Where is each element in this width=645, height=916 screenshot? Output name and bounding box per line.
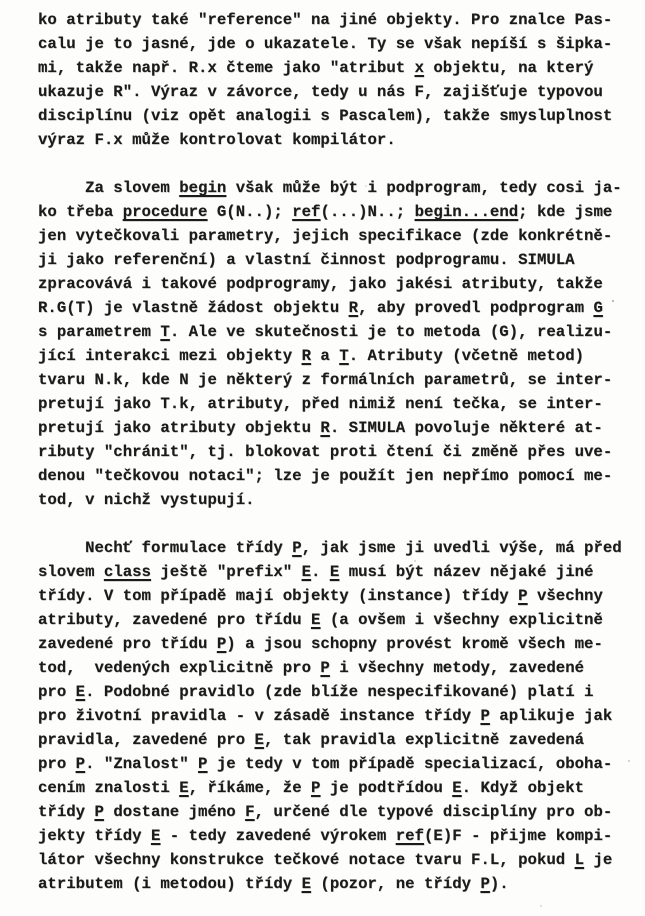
text-line bbox=[38, 56, 628, 80]
text-line bbox=[38, 392, 628, 416]
underlined-term: G bbox=[593, 299, 603, 317]
text-segment: třídy. V tom případě mají objekty (instance) třídy bbox=[38, 587, 519, 605]
underlined-term: E bbox=[329, 563, 340, 581]
underlined-term: E bbox=[150, 827, 161, 845]
underlined-term: E bbox=[75, 683, 86, 701]
text-segment: , říkáme, že bbox=[188, 779, 312, 797]
text-segment: dostane jméno bbox=[103, 803, 246, 821]
text-segment: pravidla, zavedené pro bbox=[38, 731, 255, 749]
text-segment: (a ovšem i všechny explicitně bbox=[320, 611, 603, 629]
text-line bbox=[38, 200, 628, 224]
underlined-term: begin bbox=[179, 179, 227, 197]
text-line bbox=[38, 296, 628, 320]
text-segment: . SIMULA povoluje některé at- bbox=[329, 419, 603, 437]
text-segment: . Ale ve skutečnosti je to metoda (G), realizu- bbox=[169, 323, 613, 341]
underlined-term: P bbox=[75, 755, 86, 773]
underlined-term: E bbox=[452, 779, 462, 797]
text-line bbox=[38, 80, 628, 104]
underlined-term: P bbox=[198, 755, 208, 773]
underlined-term: P bbox=[94, 803, 104, 821]
paragraph bbox=[38, 176, 628, 512]
underlined-term: ref bbox=[292, 203, 321, 221]
text-segment: ko třeba bbox=[38, 203, 123, 221]
text-segment: zavedené pro třídu bbox=[38, 635, 217, 653]
text-segment: . bbox=[311, 563, 330, 581]
text-segment: - tedy zavedené výrokem bbox=[160, 827, 396, 845]
text-line bbox=[38, 224, 628, 248]
text-segment: Nechť formulace třídy bbox=[38, 539, 293, 557]
text-segment: jekty třídy bbox=[38, 827, 151, 845]
text-segment: je podtřídou bbox=[320, 779, 453, 797]
text-segment: , jak jsme ji uvedli výše, má před bbox=[301, 539, 622, 557]
text-segment: výraz F.x může kontrolovat kompilátor. bbox=[38, 131, 396, 149]
text-line bbox=[38, 104, 628, 128]
text-segment: je bbox=[584, 851, 613, 869]
text-segment: ko atributy také "reference" na jiné objekty. Pro znalce Pas- bbox=[38, 11, 613, 29]
text-segment: calu je to jasné, jde o ukazatele. Ty se však nepíší s šipka- bbox=[38, 35, 613, 53]
text-line bbox=[38, 320, 628, 344]
underlined-term: T bbox=[339, 347, 349, 365]
text-segment: Za slovem bbox=[38, 179, 180, 197]
underlined-term: F bbox=[245, 803, 255, 821]
text-segment: (...)N..; bbox=[320, 203, 415, 221]
underlined-term: E bbox=[301, 563, 312, 581]
underlined-term: P bbox=[311, 779, 321, 797]
text-segment: ributy "chránit", tj. blokovat proti čtení či změně přes uve- bbox=[38, 443, 613, 461]
underlined-term: R bbox=[301, 347, 312, 365]
text-segment: aplikuje jak bbox=[489, 707, 613, 725]
text-segment: pro bbox=[38, 755, 76, 773]
paragraph bbox=[38, 536, 628, 896]
underlined-term: x bbox=[414, 59, 424, 77]
text-line bbox=[38, 32, 628, 56]
text-line bbox=[38, 680, 628, 704]
text-segment: je tedy v tom případě specializací, oboha- bbox=[207, 755, 613, 773]
text-segment: G(N..); bbox=[207, 203, 293, 221]
underlined-term: E bbox=[254, 731, 264, 749]
text-segment: . Atributy (včetně metod) bbox=[348, 347, 585, 365]
text-segment: . Podobné pravidlo (zde blíže nespecifikované) platí i bbox=[85, 683, 594, 701]
text-line bbox=[38, 368, 628, 392]
text-line bbox=[38, 704, 628, 728]
text-segment: , určené dle typové disciplíny pro ob- bbox=[254, 803, 613, 821]
underlined-term: L bbox=[574, 851, 585, 869]
text-line bbox=[38, 344, 628, 368]
text-line bbox=[38, 248, 628, 272]
text-segment: ještě "prefix" bbox=[150, 563, 302, 581]
text-line bbox=[38, 872, 628, 896]
text-line bbox=[38, 560, 628, 584]
text-segment: ; kde jsme bbox=[518, 203, 613, 221]
text-segment: jící interakci mezi objekty bbox=[38, 347, 302, 365]
text-segment: zpracovává i takové podprogramy, jako jakési atributy, takže bbox=[38, 275, 603, 293]
text-segment: (E)F - přijme kompi- bbox=[424, 827, 613, 845]
underlined-term: begin...end bbox=[414, 203, 519, 221]
text-segment: slovem bbox=[38, 563, 104, 581]
text-line bbox=[38, 464, 628, 488]
underlined-term: ref bbox=[395, 827, 424, 845]
text-segment: všechny bbox=[527, 587, 603, 605]
underlined-term: E bbox=[179, 779, 189, 797]
text-segment: atributem (i metodou) třídy bbox=[38, 875, 302, 893]
text-segment: tod, v nichž vystupují. bbox=[38, 491, 255, 509]
text-segment: (pozor, ne třídy bbox=[311, 875, 481, 893]
paragraph bbox=[38, 8, 628, 152]
text-segment: pretují jako T.k, atributy, před nimiž není tečka, se inter- bbox=[38, 395, 603, 413]
text-segment: , tak pravidla explicitně zavedená bbox=[263, 731, 585, 749]
underlined-term: E bbox=[311, 611, 321, 629]
text-segment: R.G(T) je vlastně žádost objektu bbox=[38, 299, 349, 317]
text-line bbox=[38, 656, 628, 680]
text-line bbox=[38, 728, 628, 752]
text-segment: látor všechny konstrukce tečkové notace tvaru F.L, pokud bbox=[38, 851, 575, 869]
text-segment: pro bbox=[38, 683, 76, 701]
text-line bbox=[38, 776, 628, 800]
text-segment: ) a jsou schopny provést kromě všech me- bbox=[226, 635, 603, 653]
underlined-term: procedure bbox=[122, 203, 208, 221]
text-line bbox=[38, 584, 628, 608]
text-segment: , aby provedl podprogram bbox=[358, 299, 594, 317]
text-segment: tod, vedených explicitně pro bbox=[38, 659, 321, 677]
underlined-term: P bbox=[480, 875, 490, 893]
text-line bbox=[38, 128, 628, 152]
text-segment: a bbox=[311, 347, 340, 365]
underlined-term: T bbox=[160, 323, 170, 341]
text-segment: i všechny metody, zavedené bbox=[329, 659, 585, 677]
text-segment: . Když objekt bbox=[461, 779, 585, 797]
underlined-term: P bbox=[216, 635, 227, 653]
text-line bbox=[38, 632, 628, 656]
text-line bbox=[38, 488, 628, 512]
underlined-term: R bbox=[348, 299, 359, 317]
text-line bbox=[38, 848, 628, 872]
text-segment: tvaru N.k, kde N je některý z formálních parametrů, se inter- bbox=[38, 371, 613, 389]
text-line bbox=[38, 8, 628, 32]
text-segment: denou "tečkovou notaci"; lze je použít jen nepřímo pomocí me- bbox=[38, 467, 613, 485]
text-segment: jen vytečkovali parametry, jejich specifikace (zde konkrétně- bbox=[38, 227, 613, 245]
text-segment: objektu, na který bbox=[423, 59, 594, 77]
underlined-term: P bbox=[320, 659, 330, 677]
underlined-term: class bbox=[103, 563, 151, 581]
text-line bbox=[38, 752, 628, 776]
text-line bbox=[38, 824, 628, 848]
text-line bbox=[38, 176, 628, 200]
text-line bbox=[38, 416, 628, 440]
text-segment: cením znalosti bbox=[38, 779, 180, 797]
text-line bbox=[38, 440, 628, 464]
text-segment: . "Znalost" bbox=[85, 755, 199, 773]
text-segment: musí být název nějaké jiné bbox=[339, 563, 594, 581]
text-segment: ji jako referenční) a vlastní činnost podprogramu. SIMULA bbox=[38, 251, 575, 269]
document-text bbox=[38, 8, 628, 896]
underlined-term: P bbox=[292, 539, 302, 557]
underlined-term: P bbox=[518, 587, 528, 605]
text-line bbox=[38, 800, 628, 824]
underlined-term: P bbox=[480, 707, 490, 725]
text-line bbox=[38, 536, 628, 560]
text-segment: atributy, zavedené pro třídu bbox=[38, 611, 312, 629]
underlined-term: E bbox=[301, 875, 312, 893]
underlined-term: R bbox=[320, 419, 330, 437]
text-segment: pro životní pravidla - v zásadě instance třídy bbox=[38, 707, 481, 725]
text-segment: pretují jako atributy objektu bbox=[38, 419, 321, 437]
text-segment: ukazuje R". Výraz v závorce, tedy u nás F, zajišťuje typovou bbox=[38, 83, 603, 101]
text-segment: ). bbox=[489, 875, 509, 893]
text-segment: však může být i podprogram, tedy cosi ja- bbox=[226, 179, 622, 197]
text-segment: disciplínu (viz opět analogii s Pascalem), takže smysluplnost bbox=[38, 107, 613, 125]
text-line bbox=[38, 608, 628, 632]
text-segment: třídy bbox=[38, 803, 95, 821]
text-segment: mi, takže např. R.x čteme jako "atribut bbox=[38, 59, 415, 77]
text-segment: s parametrem bbox=[38, 323, 161, 341]
text-line bbox=[38, 272, 628, 296]
